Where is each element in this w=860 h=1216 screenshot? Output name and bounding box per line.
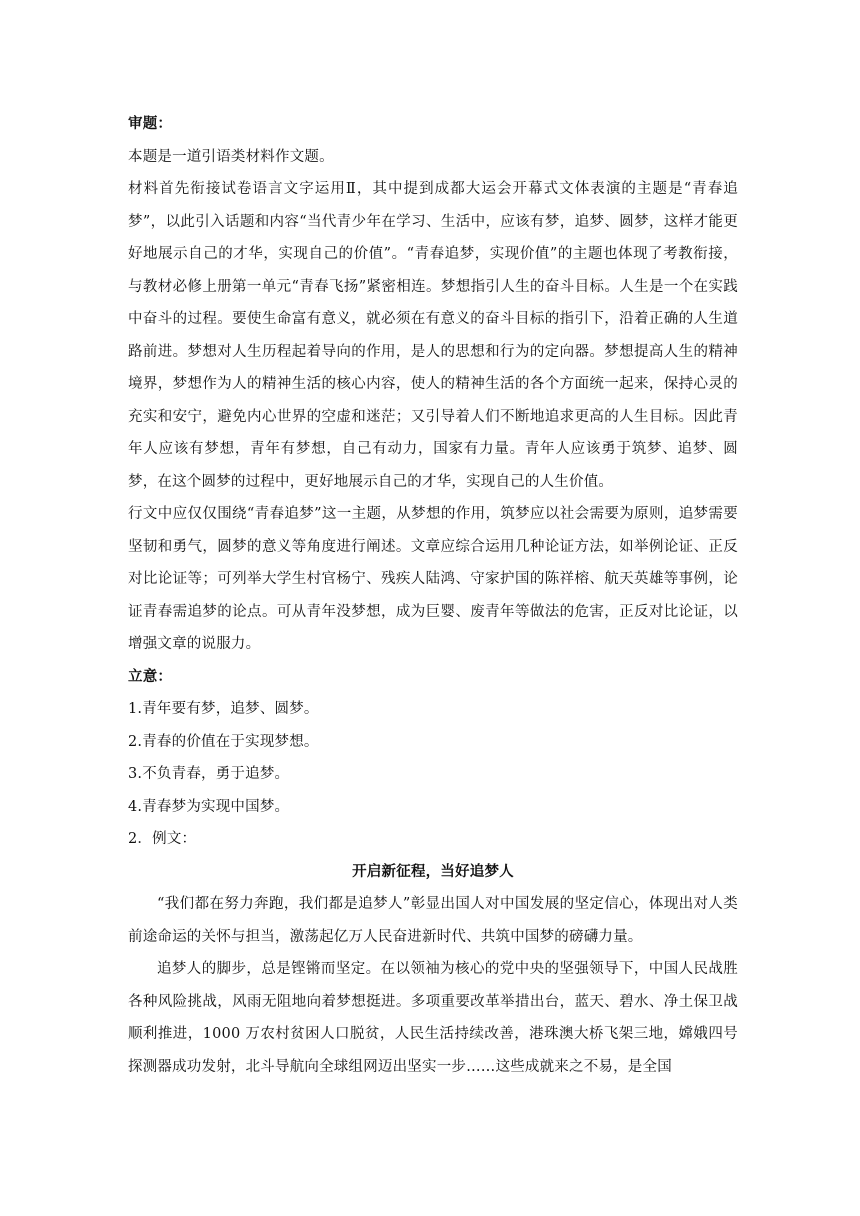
intent-item-1: 1.青年要有梦，追梦、圆梦。 bbox=[128, 701, 319, 717]
essay-paragraph-2: 追梦人的脚步，总是铿锵而坚定。在以领袖为核心的党中央的坚强领导下，中国人民战胜各种风险挑战，风雨无阻地向着梦想挺进。多项重要改革举措出台，蓝天、碧水、净土保卫战顺利推进，1000 万农村贫困人口脱贫，人民生活持续改善，港珠澳大桥飞架三地，嫦娥四号探测器成功发射，北斗导航向全球组网迈出坚实一步……这些成就来之不易，是全国 bbox=[128, 961, 738, 1075]
intent-heading: 立意： bbox=[128, 667, 173, 685]
essay-paragraph-1: “我们都在努力奔跑，我们都是追梦人”彰显出国人对中国发展的坚定信心，体现出对人类前途命运的关怀与担当，激荡起亿万人民奋进新时代、共筑中国梦的磅礴力量。 bbox=[128, 896, 738, 945]
intent-item-3: 3.不负青春，勇于追梦。 bbox=[128, 766, 290, 782]
example-label: 2．例文： bbox=[128, 831, 197, 847]
document-body bbox=[128, 108, 738, 1083]
intent-item-2: 2.青春的价值在于实现梦想。 bbox=[128, 733, 319, 750]
review-paragraph-1: 本题是一道引语类材料作文题。 bbox=[128, 148, 334, 165]
essay-title: 开启新征程，当好追梦人 bbox=[352, 862, 514, 880]
intent-item-4: 4.青春梦为实现中国梦。 bbox=[128, 798, 290, 815]
review-heading: 审题： bbox=[128, 115, 173, 132]
review-paragraph-3: 行文中应仅仅围绕“青春追梦”这一主题，从梦想的作用，筑梦应以社会需要为原则，追梦需要坚韧和勇气，圆梦的意义等角度进行阐述。文章应综合运用几种论证方法，如举例论证、正反对比论证等；可列举大学生村官杨宁、残疾人陆鸿、守家护国的陈祥榕、航天英雄等事例，论证青春需追梦的论点。可从青年没梦想，成为巨婴、废青年等做法的危害，正反对比论证，以增强文章的说服力。 bbox=[128, 506, 738, 652]
review-paragraph-2: 材料首先衔接试卷语言文字运用Ⅱ，其中提到成都大运会开幕式文体表演的主题是“青春追梦”，以此引入话题和内容“当代青少年在学习、生活中，应该有梦，追梦、圆梦，这样才能更好地展示自己的才华，实现自己的价值”。“青春追梦，实现价值”的主题也体现了考教衔接，与教材必修上册第一单元“青春飞扬”紧密相连。梦想指引人生的奋斗目标。人生是一个在实践中奋斗的过程。要使生命富有意义，就必须在有意义的奋斗目标的指引下，沿着正确的人生道路前进。梦想对人生历程起着导向的作用，是人的思想和行为的定向器。梦想提高人生的精神境界，梦想作为人的精神生活的核心内容，使人的精神生活的各个方面统一起来，保持心灵的充实和安宁，避免内心世界的空虚和迷茫；又引导着人们不断地追求更高的人生目标。因此青年人应该有梦想，青年有梦想，自己有动力，国家有力量。青年人应该勇于筑梦、追梦、圆梦，在这个圆梦的过程中，更好地展示自己的才华，实现自己的人生价值。 bbox=[128, 181, 738, 490]
